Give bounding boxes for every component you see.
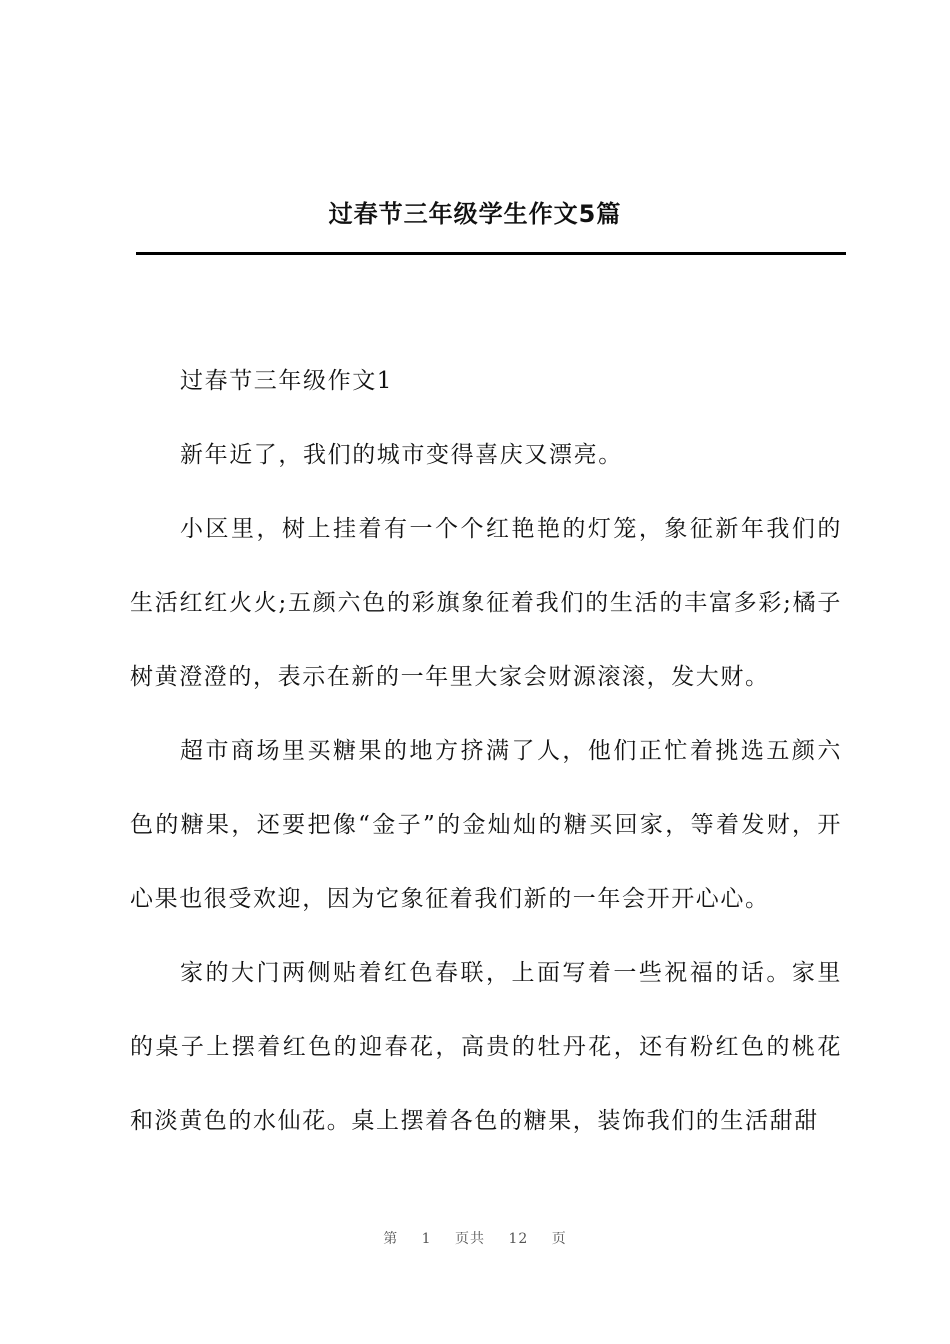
- paragraph: 新年近了，我们的城市变得喜庆又漂亮。: [180, 442, 623, 468]
- footer-total-pages: 12: [508, 1231, 529, 1247]
- paragraph: 超市商场里买糖果的地方挤满了人，他们正忙着挑选五颜六色的糖果，还要把像“金子”的金灿灿的糖买回家，等着发财，开心果也很受欢迎，因为它象征着我们新的一年会开开心心。: [130, 738, 842, 912]
- footer-prefix: 第: [383, 1231, 399, 1247]
- paragraph: 小区里，树上挂着有一个个红艳艳的灯笼，象征新年我们的生活红红火火;五颜六色的彩旗象征着我们的生活的丰富多彩;橘子树黄澄澄的，表示在新的一年里大家会财源滚滚，发大财。: [130, 516, 842, 690]
- title-underline: [136, 252, 846, 255]
- section-heading: 过春节三年级作文1: [180, 368, 394, 394]
- document-title: 过春节三年级学生作文5篇: [328, 200, 622, 228]
- paragraph: 家的大门两侧贴着红色春联，上面写着一些祝福的话。家里的桌子上摆着红色的迎春花，高贵的牡丹花，还有粉红色的桃花和淡黄色的水仙花。桌上摆着各色的糖果，装饰我们的生活甜甜: [130, 960, 842, 1134]
- footer-middle: 页共: [455, 1231, 486, 1247]
- page-footer: [0, 1228, 950, 1248]
- footer-suffix: 页: [551, 1231, 567, 1247]
- document-body: [130, 344, 842, 1158]
- footer-current-page: 1: [421, 1231, 432, 1247]
